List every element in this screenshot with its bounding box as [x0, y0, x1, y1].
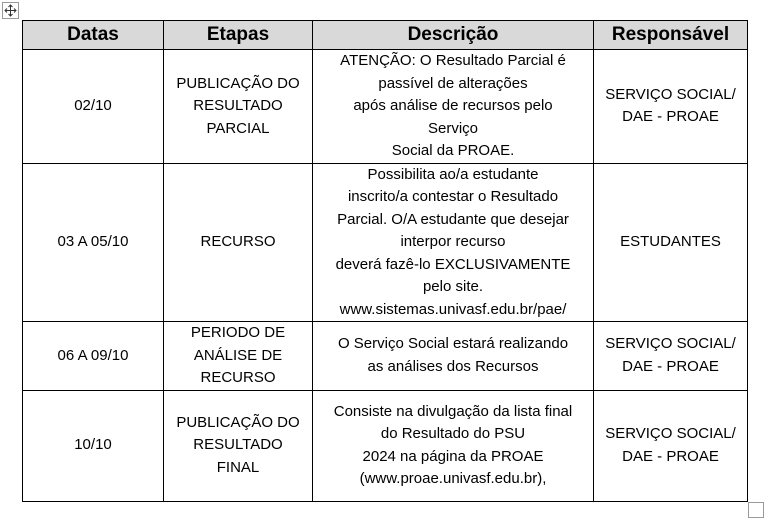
- cell-responsavel[interactable]: SERVIÇO SOCIAL/ DAE - PROAE: [594, 322, 748, 391]
- cell-descricao[interactable]: Possibilita ao/a estudante inscrito/a contestar o Resultado Parcial. O/A estudante que desejar interpor recurso deverá fazê-lo EXCLUSIVAMENTE pelo site. www.sistemas.univasf.edu.br/pae/: [313, 163, 594, 322]
- table-move-handle[interactable]: [2, 2, 19, 19]
- cell-responsavel[interactable]: ESTUDANTES: [594, 163, 748, 322]
- header-responsavel[interactable]: Responsável: [594, 21, 748, 50]
- cell-responsavel[interactable]: SERVIÇO SOCIAL/ DAE - PROAE: [594, 50, 748, 164]
- cell-descricao[interactable]: ATENÇÃO: O Resultado Parcial é passível de alterações após análise de recursos pelo Serviço Social da PROAE.: [313, 50, 594, 164]
- cell-data[interactable]: 03 A 05/10: [23, 163, 164, 322]
- cell-etapa[interactable]: PUBLICAÇÃO DO RESULTADO PARCIAL: [164, 50, 313, 164]
- cell-descricao[interactable]: Consiste na divulgação da lista final do Resultado do PSU 2024 na página da PROAE (www.proae.univasf.edu.br),: [313, 390, 594, 501]
- cell-responsavel[interactable]: SERVIÇO SOCIAL/ DAE - PROAE: [594, 390, 748, 501]
- header-row: [23, 21, 748, 50]
- table-row: [23, 50, 748, 164]
- cell-data[interactable]: 10/10: [23, 390, 164, 501]
- header-etapas[interactable]: Etapas: [164, 21, 313, 50]
- schedule-table: [22, 20, 748, 502]
- move-icon: [4, 4, 17, 17]
- cell-data[interactable]: 02/10: [23, 50, 164, 164]
- table-resize-handle[interactable]: [748, 502, 764, 518]
- table-row: [23, 390, 748, 501]
- cell-data[interactable]: 06 A 09/10: [23, 322, 164, 391]
- cell-etapa[interactable]: PUBLICAÇÃO DO RESULTADO FINAL: [164, 390, 313, 501]
- table-row: [23, 163, 748, 322]
- header-descricao[interactable]: Descrição: [313, 21, 594, 50]
- cell-etapa[interactable]: PERIODO DE ANÁLISE DE RECURSO: [164, 322, 313, 391]
- header-datas[interactable]: Datas: [23, 21, 164, 50]
- cell-etapa[interactable]: RECURSO: [164, 163, 313, 322]
- table-row: [23, 322, 748, 391]
- cell-descricao[interactable]: O Serviço Social estará realizando as análises dos Recursos: [313, 322, 594, 391]
